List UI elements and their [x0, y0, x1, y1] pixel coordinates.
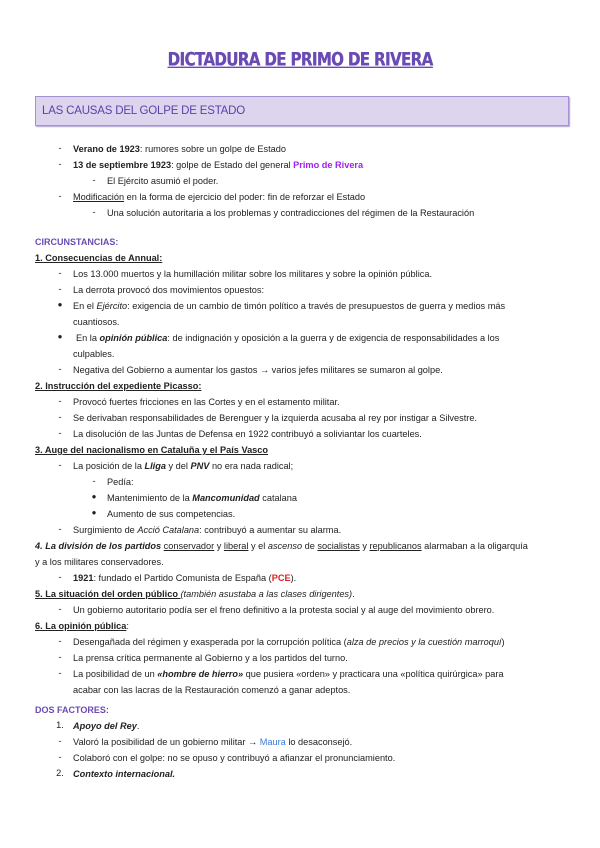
- section-6-heading: 6. La opinión pública:: [35, 621, 129, 631]
- section-5-heading: 5. La situación del orden público (también asustaba a las clases dirigentes).: [35, 589, 355, 599]
- document-title: DICTADURA DE PRIMO DE RIVERA: [167, 48, 433, 71]
- s1-bullet-2-cont: culpables.: [73, 349, 115, 359]
- circunstancias-label: CIRCUNSTANCIAS:: [35, 237, 119, 247]
- dash-marker: -: [58, 652, 62, 662]
- dash-marker: -: [58, 636, 62, 646]
- s6-item-3: La posibilidad de un «hombre de hierro» que pusiera «orden» y practicara una «política quirúrgica» para: [73, 669, 504, 679]
- dash-marker: -: [92, 207, 96, 217]
- dash-marker: -: [58, 460, 62, 470]
- bullet-marker: ●: [91, 492, 97, 501]
- dash-marker: -: [58, 284, 62, 294]
- number-marker: 2.: [56, 768, 64, 778]
- s1-item-1: Los 13.000 muertos y la humillación militar sobre los militares y sobre la opinión pública.: [73, 269, 432, 279]
- dash-marker: -: [58, 736, 62, 746]
- s3-bullet-1: Mantenimiento de la Mancomunidad catalana: [107, 493, 297, 503]
- section-4-cont: y a los militares conservadores.: [35, 557, 164, 567]
- s1-bullet-1: En el Ejército: exigencia de un cambio de timón político a través de presupuestos de guerra y medios más: [73, 301, 506, 311]
- dash-marker: -: [58, 364, 62, 374]
- s1-item-3: Negativa del Gobierno a aumentar los gastos → varios jefes militares se sumaron al golpe.: [73, 365, 443, 375]
- s6-item-1: Desengañada del régimen y exasperada por la corrupción política (alza de precios y la cuestión marroquí): [73, 637, 505, 647]
- dash-marker: -: [58, 412, 62, 422]
- dash-marker: -: [58, 268, 62, 278]
- number-marker: 1.: [56, 720, 64, 730]
- section-banner-title: LAS CAUSAS DEL GOLPE DE ESTADO: [42, 105, 245, 117]
- dash-marker: -: [58, 604, 62, 614]
- s2-item-2: Se derivaban responsabilidades de Berenguer y la izquierda acusaba al rey por instigar a Silvestre.: [73, 413, 477, 423]
- dash-marker: -: [58, 428, 62, 438]
- s6-item-2: La prensa crítica permanente al Gobierno y a los partidos del turno.: [73, 653, 348, 663]
- s5-item-1: Un gobierno autoritario podía ser el freno definitivo a la protesta social y al auge del movimiento obrero.: [73, 605, 495, 615]
- factor-1-item-1: Valoró la posibilidad de un gobierno militar → Maura lo desaconsejó.: [73, 737, 353, 747]
- dash-marker: -: [92, 476, 96, 486]
- s1-bullet-2: En la opinión pública: de indignación y oposición a la guerra y de exigencia de responsabilidades a los: [76, 333, 500, 343]
- section-4-heading: 4. La división de los partidos conservador y liberal y el ascenso de socialistas y republicanos alarmaban a la oligarquía: [35, 541, 528, 551]
- primo-de-rivera-highlight: Primo de Rivera: [293, 160, 364, 170]
- factor-1-item-2: Colaboró con el golpe: no se opuso y contribuyó a afianzar el pronunciamiento.: [73, 753, 396, 763]
- intro-item-3: Modificación en la forma de ejercicio del poder: fin de reforzar el Estado: [73, 192, 366, 202]
- section-2-heading: 2. Instrucción del expediente Picasso:: [35, 381, 202, 391]
- intro-subitem-2: El Ejército asumió el poder.: [107, 176, 219, 186]
- dash-marker: -: [58, 524, 62, 534]
- s2-item-3: La disolución de las Juntas de Defensa en 1922 contribuyó a soliviantar los cuarteles.: [73, 429, 422, 439]
- s3-item-2: Surgimiento de Acció Catalana: contribuyó a aumentar su alarma.: [73, 525, 342, 535]
- dash-marker: -: [58, 143, 62, 153]
- pce-highlight: PCE: [271, 573, 291, 583]
- s6-item-3-cont: acabar con las lacras de la Restauración comenzó a ganar adeptos.: [73, 685, 351, 695]
- intro-item-1: Verano de 1923: rumores sobre un golpe de Estado: [73, 144, 286, 154]
- s3-bullet-2: Aumento de sus competencias.: [107, 509, 236, 519]
- s2-item-1: Provocó fuertes fricciones en las Cortes y en el estamento militar.: [73, 397, 340, 407]
- section-banner: [35, 96, 569, 126]
- maura-highlight: Maura: [259, 737, 286, 747]
- intro-subitem-3: Una solución autoritaria a los problemas y contradicciones del régimen de la Restauración: [107, 208, 475, 218]
- section-1-heading: 1. Consecuencias de Annual:: [35, 253, 163, 263]
- dash-marker: -: [58, 752, 62, 762]
- dash-marker: -: [58, 396, 62, 406]
- s1-item-2: La derrota provocó dos movimientos opuestos:: [73, 285, 264, 295]
- intro-item-2: 13 de septiembre 1923: golpe de Estado del general Primo de Rivera: [73, 160, 364, 170]
- factores-label: DOS FACTORES:: [35, 705, 109, 715]
- dash-marker: -: [58, 668, 62, 678]
- dash-marker: -: [92, 175, 96, 185]
- s4-item-1: 1921: fundado el Partido Comunista de España (PCE).: [73, 573, 297, 583]
- factor-1: Apoyo del Rey.: [73, 721, 140, 731]
- section-3-heading: 3. Auge del nacionalismo en Cataluña y el País Vasco: [35, 445, 269, 455]
- bullet-marker: ●: [91, 508, 97, 517]
- bullet-marker: ●: [57, 332, 63, 341]
- s1-bullet-1-cont: cuantiosos.: [73, 317, 120, 327]
- dash-marker: -: [58, 159, 62, 169]
- factor-2: Contexto internacional.: [73, 769, 176, 779]
- s3-sub-label: Pedía:: [107, 477, 134, 487]
- bullet-marker: ●: [57, 300, 63, 309]
- dash-marker: -: [58, 572, 62, 582]
- dash-marker: -: [58, 191, 62, 201]
- s3-item-1: La posición de la Lliga y del PNV no era nada radical;: [73, 461, 294, 471]
